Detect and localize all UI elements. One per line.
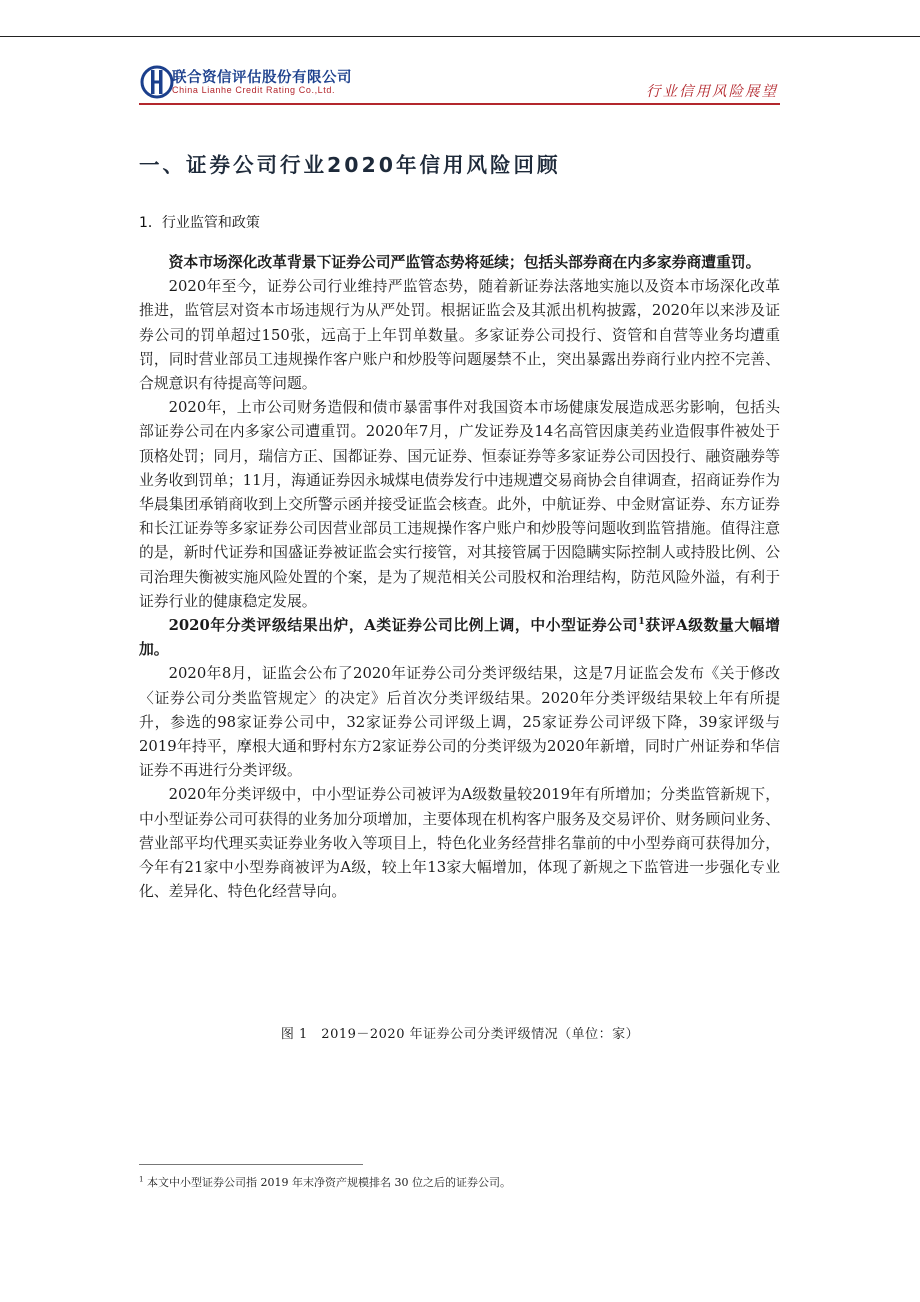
header-rule	[139, 103, 780, 105]
top-rule	[0, 36, 920, 37]
paragraph: 2020年8月，证监会公布了2020年证券公司分类评级结果，这是7月证监会发布《关于修改〈证券公司分类监管规定〉的决定》后首次分类评级结果。2020年分类评级结果较上年有所提升，参选的98家证券公司中，32家证券公司评级上调，25家证券公司评级下降，39家评级与2019年持平，摩根大通和野村东方2家证券公司的分类评级为2020年新增，同时广州证券和华信证券不再进行分类评级。	[139, 665, 780, 780]
highlight-text-b: 获评A级数量大幅增加。	[139, 617, 780, 659]
report-tag: 行业信用风险展望	[646, 84, 778, 100]
footnote-ref[interactable]: 1	[638, 616, 645, 628]
subsection-title: 1．行业监管和政策	[139, 215, 260, 231]
paragraph-highlight-2	[139, 614, 780, 662]
company-name-en: China Lianhe Credit Rating Co.,Ltd.	[172, 85, 336, 95]
paragraph: 2020年，上市公司财务造假和债市暴雷事件对我国资本市场健康发展造成恶劣影响，包括头部证券公司在内多家公司遭重罚。2020年7月，广发证券及14名高管因康美药业造假事件被处于顶格处罚；同月，瑞信方正、国都证券、国元证券、恒泰证券等多家证券公司因投行、融资融券等业务收到罚单；11月，海通证券因永城煤电债券发行中违规遭交易商协会自律调查，招商证券作为华晨集团承销商收到上交所警示函并接受证监会核查。此外，中航证券、中金财富证券、东方证券和长江证券等多家证券公司因营业部员工违规操作客户账户和炒股等问题收到监管措施。值得注意的是，新时代证券和国盛证券被证监会实行接管，对其接管属于因隐瞒实际控制人或持股比例、公司治理失衡被实施风险处置的个案，是为了规范相关公司股权和治理结构，防范风险外溢，有利于证券行业的健康稳定发展。	[139, 399, 780, 610]
paragraph: 2020年分类评级中，中小型证券公司被评为A级数量较2019年有所增加；分类监管新规下，中小型证券公司可获得的业务加分项增加，主要体现在机构客户服务及交易评价、财务顾问业务、营业部平均代理买卖证券业务收入等项目上，特色化业务经营排名靠前的中小型券商可获得加分，今年有21家中小型券商被评为A级，较上年13家大幅增加，体现了新规之下监管进一步强化专业化、差异化、特色化经营导向。	[139, 786, 780, 901]
footnote-marker: 1	[139, 1174, 144, 1184]
footnote	[139, 1174, 511, 1190]
figure-caption: 图 1 2019－2020 年证券公司分类评级情况（单位：家）	[280, 1027, 640, 1042]
paragraph: 2020年至今，证券公司行业维持严监管态势，随着新证券法落地实施以及资本市场深化改革推进，监管层对资本市场违规行为从严处罚。根据证监会及其派出机构披露，2020年以来涉及证券公司的罚单超过150张，远高于上年罚单数量。多家证券公司投行、资管和自营等业务均遭重罚，同时营业部员工违规操作客户账户和炒股等问题屡禁不止，突出暴露出券商行业内控不完善、合规意识有待提高等问题。	[139, 278, 780, 393]
body-text	[139, 251, 780, 904]
section-title: 一、证券公司行业2020年信用风险回顾	[139, 153, 561, 177]
footnote-text: 本文中小型证券公司指 2019 年末净资产规模排名 30 位之后的证券公司。	[147, 1176, 512, 1189]
company-name-cn: 联合资信评估股份有限公司	[172, 70, 352, 86]
highlight-text-a: 2020年分类评级结果出炉，A类证券公司比例上调，中小型证券公司	[168, 617, 639, 635]
paragraph-highlight-1: 资本市场深化改革背景下证券公司严监管态势将延续；包括头部券商在内多家券商遭重罚。	[168, 254, 761, 271]
footnote-rule	[139, 1164, 363, 1165]
